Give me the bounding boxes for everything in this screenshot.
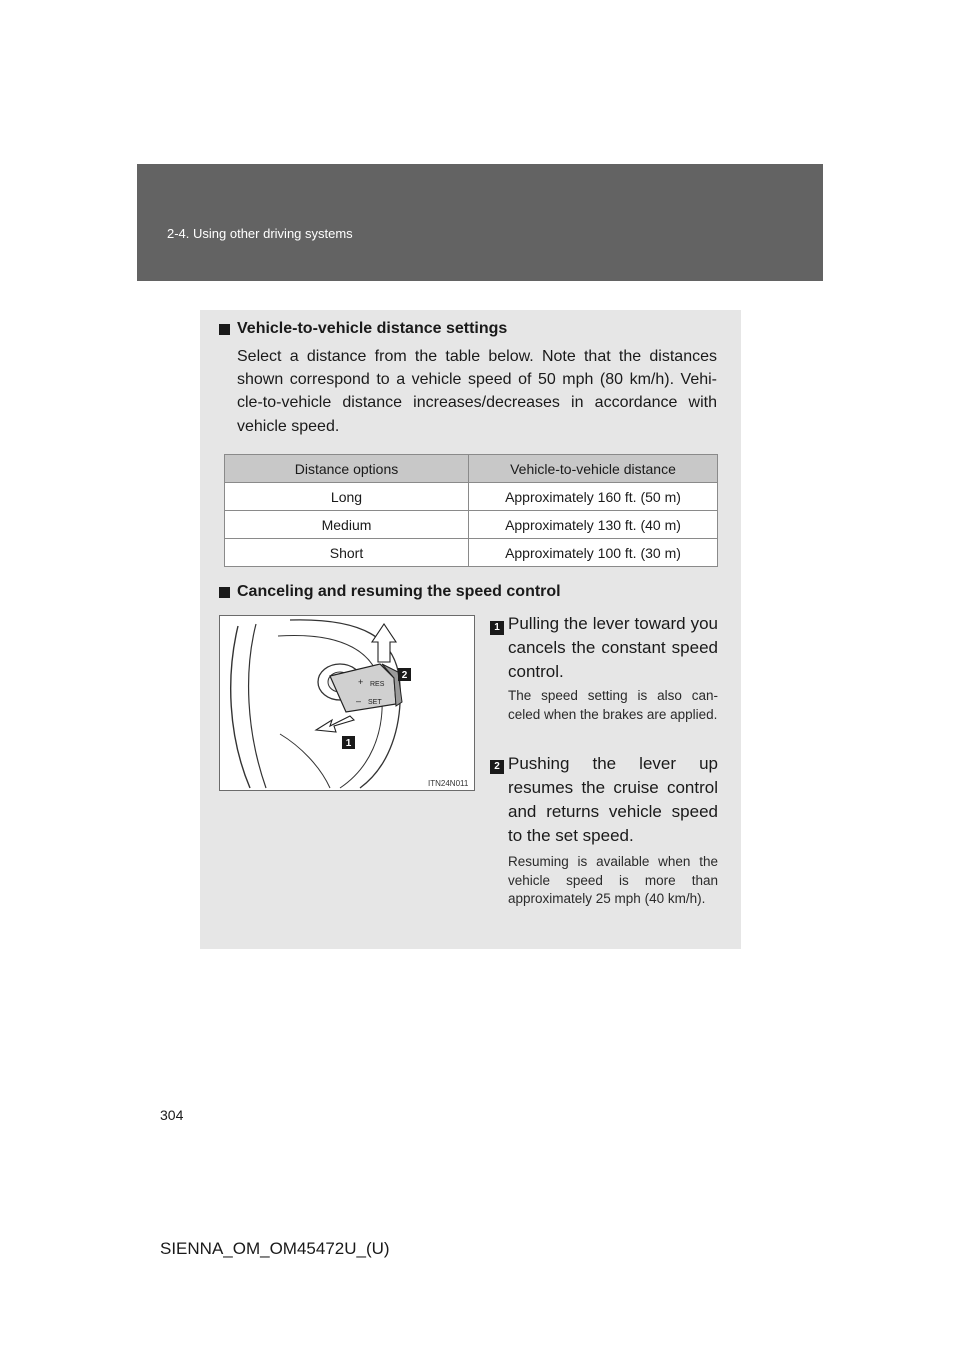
table-header-cell: Vehicle-to-vehicle distance [469, 455, 718, 483]
bullet-square-icon [219, 324, 230, 335]
heading-cancel-resume: Canceling and resuming the speed control [237, 583, 561, 600]
table-row [225, 511, 718, 539]
table-cell: Approximately 100 ft. (30 m) [469, 539, 718, 567]
lever-res-label: RES [370, 681, 385, 688]
table-cell: Medium [225, 511, 469, 539]
page-number: 304 [160, 1107, 184, 1123]
heading-distance-settings: Vehicle-to-vehicle distance settings [237, 320, 508, 337]
step-1-note: The speed setting is also can-celed when the brakes are applied. [508, 688, 718, 722]
distance-table [224, 454, 718, 567]
step-2-text: Pushing the lever up resumes the cruise control and returns vehicle speed to the set speed. [508, 754, 718, 845]
section-header-bar [137, 164, 823, 281]
section-breadcrumb: 2-4. Using other driving systems [167, 226, 353, 241]
lever-illustration [219, 615, 475, 791]
callout-label-2: 2 [401, 670, 408, 681]
steering-lever-drawing [220, 616, 474, 790]
table-header-row [225, 455, 718, 483]
distance-settings-paragraph: Select a distance from the table below. Note that the distances shown correspond to a vehicle speed of 50 mph (80 km/h). Vehi-cle-to-vehicle distance increases/decreases in accordance with vehicle speed. [237, 348, 717, 435]
table-row [225, 539, 718, 567]
callout-label-1: 1 [345, 738, 352, 749]
table-cell: Approximately 160 ft. (50 m) [469, 483, 718, 511]
table-cell: Approximately 130 ft. (40 m) [469, 511, 718, 539]
table-cell: Long [225, 483, 469, 511]
step-2-note: Resuming is available when the vehicle speed is more than approximately 25 mph (40 km/h). [508, 854, 718, 906]
lever-set-label: SET [368, 699, 382, 706]
table-header-cell: Distance options [225, 455, 469, 483]
lever-minus-label: – [356, 696, 362, 706]
lever-plus-label: + [358, 677, 364, 687]
figure-code: ITN24N011 [428, 779, 469, 788]
table-cell: Short [225, 539, 469, 567]
table-row [225, 483, 718, 511]
step-1-text: Pulling the lever toward you cancels the constant speed control. [508, 614, 718, 681]
step-number-badge: 2 [490, 760, 504, 774]
document-footer: SIENNA_OM_OM45472U_(U) [160, 1239, 390, 1258]
bullet-square-icon [219, 587, 230, 598]
step-number-badge: 1 [490, 621, 504, 635]
